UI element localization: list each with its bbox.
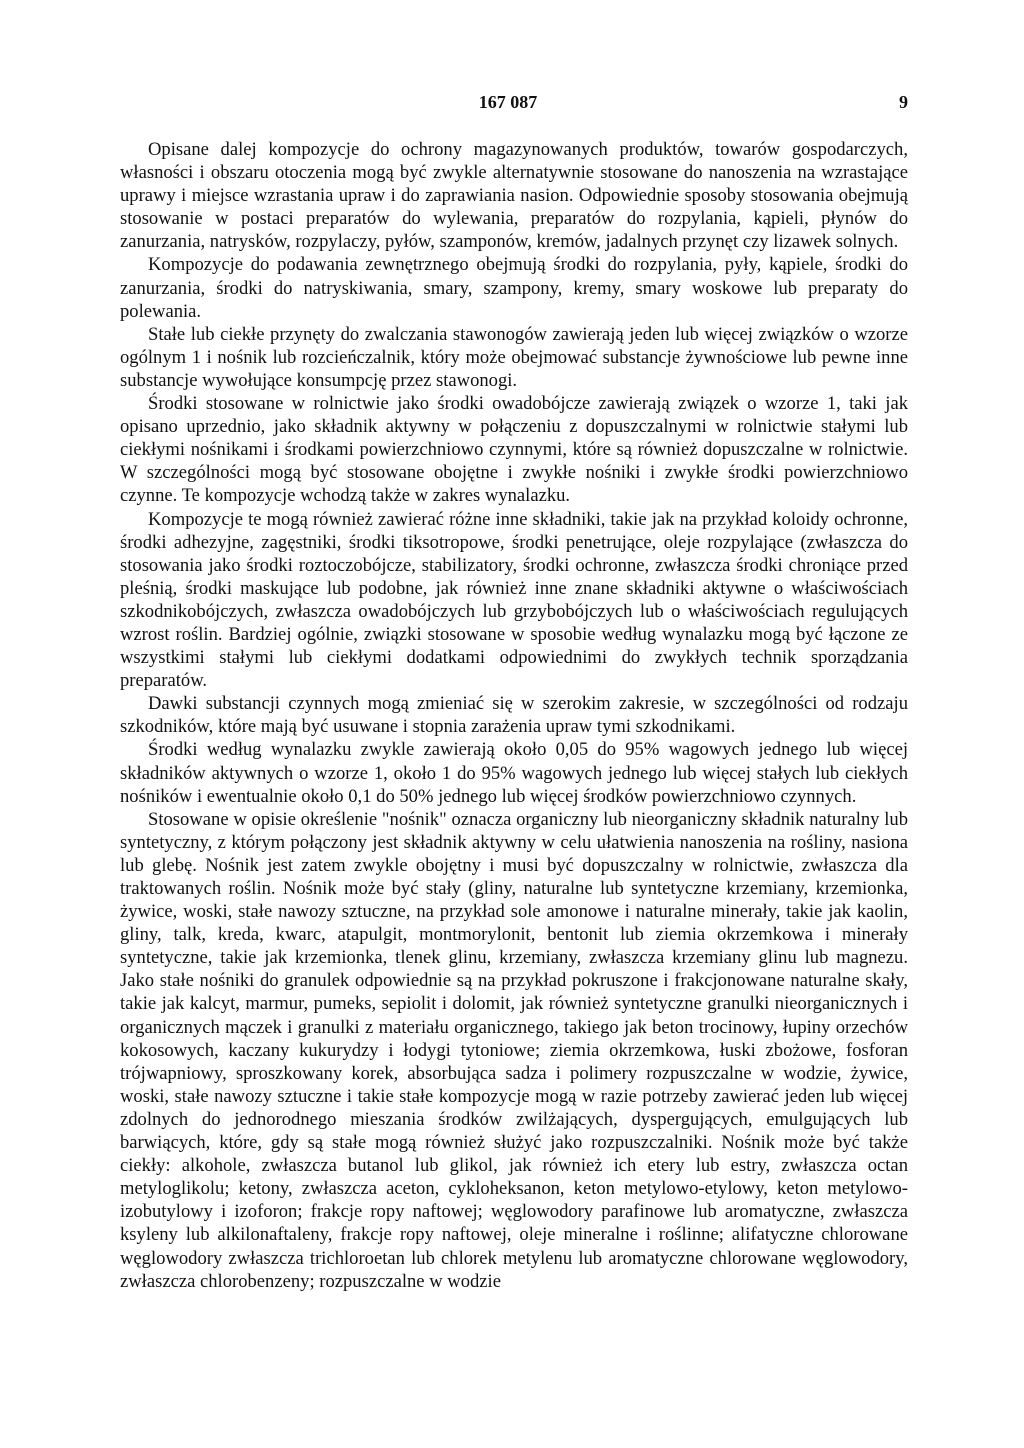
patent-number: 167 087	[478, 92, 538, 112]
paragraph: Środki stosowane w rolnictwie jako środki owadobójcze zawierają związek o wzorze 1, taki jak opisano uprzednio, jako składnik aktywny w połączeniu z dopuszczalnymi w rolnictwie stałymi lub ciekłymi nośnikami i środkami powierzchniowo czynnymi, które są również dopuszczalne w rolnictwie. W szczególności mogą być stosowane obojętne i zwykłe nośniki i zwykłe środki powierzchniowo czynne. Te kompozycje wchodzą także w zakres wynalazku.	[120, 393, 908, 507]
paragraph: Stosowane w opisie określenie "nośnik" oznacza organiczny lub nieorganiczny składnik naturalny lub syntetyczny, z którym połączony jest składnik aktywny w celu ułatwienia nanoszenia na rośliny, nasiona lub glebę. Nośnik jest zatem zwykle obojętny i musi być dopuszczalny w rolnictwie, zwłaszcza dla traktowanych roślin. Nośnik może być stały (gliny, naturalne lub syntetyczne krzemiany, krzemionka, żywice, woski, stałe nawozy sztuczne, na przykład sole amonowe i naturalne minerały, takie jak kaolin, gliny, talk, kreda, kwarc, atapulgit, montmorylonit, bentonit lub ziemia okrzemkowa i minerały syntetyczne, takie jak krzemionka, tlenek glinu, krzemiany, zwłaszcza krzemiany glinu lub magnezu. Jako stałe nośniki do granulek odpowiednie są na przykład pokruszone i frakcjonowane naturalne skały, takie jak kalcyt, marmur, pumeks, sepiolit i dolomit, jak również syntetyczne granulki nieorganicznych i organicznych mączek i granulki z materiału organicznego, takiego jak beton trocinowy, łupiny orzechów kokosowych, kaczany kukurydzy i łodygi tytoniowe; ziemia okrzemkowa, łuski zbożowe, fosforan trójwapniowy, sproszkowany korek, absorbująca sadza i polimery rozpuszczalne w wodzie, żywice, woski, stałe nawozy sztuczne i takie stałe kompozycje mogą w razie potrzeby zawierać jeden lub więcej zdolnych do jednorodnego mieszania środków zwilżających, dyspergujących, emulgujących lub barwiących, które, gdy są stałe mogą również służyć jako rozpuszczalniki. Nośnik może być także ciekły: alkohole, zwłaszcza butanol lub glikol, jak również ich etery lub estry, zwłaszcza octan metyloglikolu; ketony, zwłaszcza aceton, cykloheksanon, keton metylowo-etylowy, keton metylowo-izobutylowy i izoforon; frakcje ropy naftowej; węglowodory parafinowe lub aromatyczne, zwłaszcza ksyleny lub alkilonaftaleny, frakcje ropy naftowej, oleje mineralne i roślinne; alifatyczne chlorowane węglowodory zwłaszcza trichloroetan lub chlorek metylenu lub aromatyczne chlorowane węglowodory, zwłaszcza chlorobenzeny; rozpuszczalne w wodzie	[120, 808, 908, 1292]
paragraph: Kompozycje te mogą również zawierać różne inne składniki, takie jak na przykład koloidy ochronne, środki adhezyjne, zagęstniki, środki tiksotropowe, środki penetrujące, oleje rozpylające (zwłaszcza do stosowania jako środki roztoczobójcze, stabilizatory, środki ochronne, zwłaszcza środki chroniące przed pleśnią, środki maskujące lub podobne, jak również inne znane składniki aktywne o właściwościach szkodnikobójczych, zwłaszcza owadobójczych lub grzybobójczych lub o właściwościach regulujących wzrost roślin. Bardziej ogólnie, związki stosowane w sposobie według wynalazku mogą być łączone ze wszystkimi stałymi lub ciekłymi dodatkami odpowiednimi do zwykłych technik sporządzania preparatów.	[120, 508, 908, 692]
paragraph: Środki według wynalazku zwykle zawierają około 0,05 do 95% wagowych jednego lub więcej składników aktywnych o wzorze 1, około 1 do 95% wagowych jednego lub więcej stałych lub ciekłych nośników i ewentualnie około 0,1 do 50% jednego lub więcej środków powierzchniowo czynnych.	[120, 739, 908, 807]
paragraph: Dawki substancji czynnych mogą zmieniać się w szerokim zakresie, w szczególności od rodzaju szkodników, które mają być usuwane i stopnia zarażenia upraw tymi szkodnikami.	[120, 693, 908, 738]
page-header	[108, 92, 908, 116]
paragraph: Stałe lub ciekłe przynęty do zwalczania stawonogów zawierają jeden lub więcej związków o wzorze ogólnym 1 i nośnik lub rozcieńczalnik, który może obejmować substancje żywnościowe lub pewne inne substancje wywołujące konsumpcję przez stawonogi.	[120, 323, 908, 391]
page-number: 9	[899, 92, 908, 112]
body-text	[120, 138, 908, 1293]
paragraph: Opisane dalej kompozycje do ochrony magazynowanych produktów, towarów gospodarczych, własności i obszaru otoczenia mogą być zwykle alternatywnie stosowane do nanoszenia na wzrastające uprawy i miejsce wzrastania upraw i do zaprawiania nasion. Odpowiednie sposoby stosowania obejmują stosowanie w postaci preparatów do wylewania, preparatów do rozpylania, kąpieli, płynów do zanurzania, natrysków, rozpylaczy, pyłów, szamponów, kremów, jadalnych przynęt czy lizawek solnych.	[120, 139, 908, 253]
paragraph: Kompozycje do podawania zewnętrznego obejmują środki do rozpylania, pyły, kąpiele, środki do zanurzania, środki do natryskiwania, smary, szampony, kremy, smary woskowe lub preparaty do polewania.	[120, 254, 908, 322]
